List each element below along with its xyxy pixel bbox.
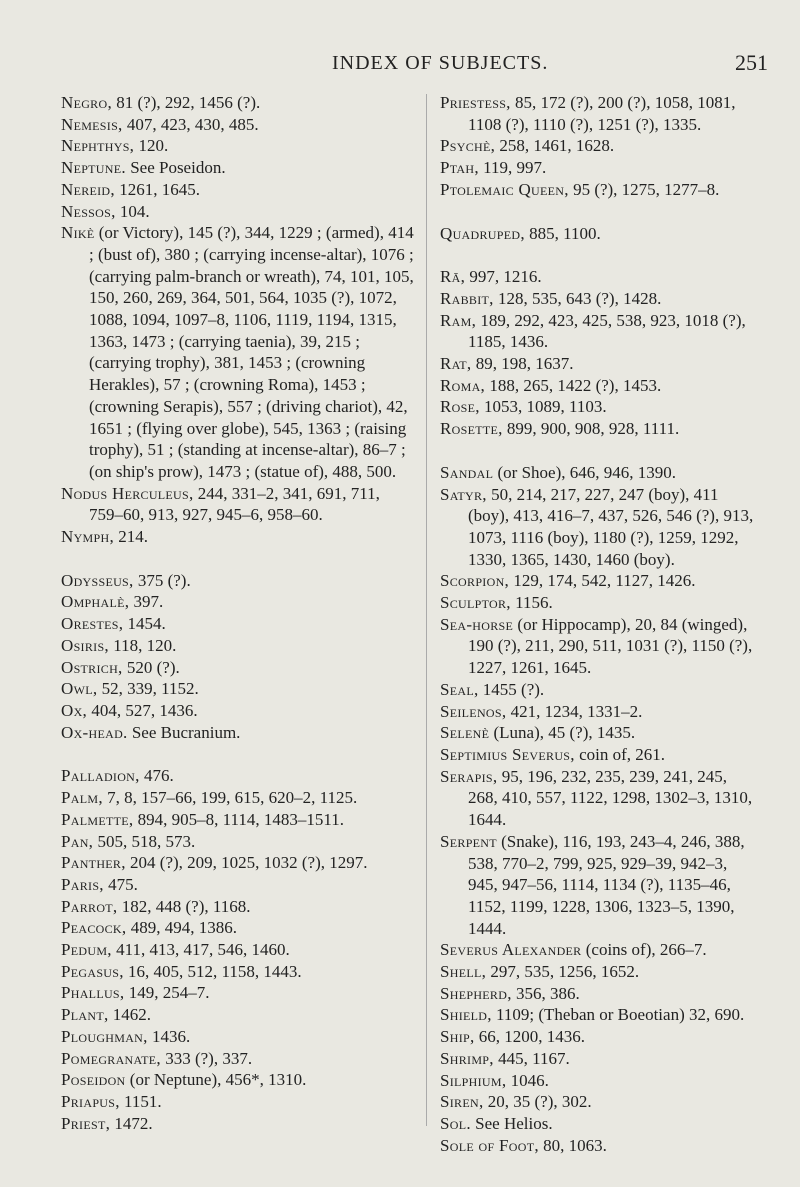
- entry-heading: Ploughman,: [61, 1026, 148, 1046]
- entry-references: (Snake), 116, 193, 243–4, 246, 388, 538, 770–2, 799, 925, 929–39, 942–3, 945, 947–56, 1114, 1134 (?), 1135–46, 1152, 1199, 1228, 1306, 1323–5, 1390, 1444.: [468, 831, 745, 938]
- index-entry: [440, 135, 760, 157]
- index-entry: [440, 266, 760, 288]
- entry-heading: Sea-horse: [440, 614, 514, 634]
- entry-references: 1156.: [510, 593, 553, 613]
- entry-heading: Pegasus,: [61, 961, 124, 981]
- entry-references: 1151.: [119, 1091, 162, 1111]
- index-entry: [440, 1026, 760, 1048]
- entry-references: 204 (?), 209, 1025, 1032 (?), 1297.: [125, 853, 368, 873]
- entry-heading: Orestes,: [61, 614, 124, 634]
- index-entry: [61, 917, 417, 939]
- entry-references: coin of, 261.: [574, 744, 666, 764]
- index-entry: [61, 201, 417, 223]
- entry-references: 1053, 1089, 1103.: [479, 397, 607, 417]
- entry-heading: Odysseus,: [61, 570, 134, 590]
- entry-heading: Nymph,: [61, 527, 115, 547]
- entry-references: 1472.: [110, 1113, 153, 1133]
- entry-heading: Pomegranate,: [61, 1048, 161, 1068]
- entry-heading: Rose,: [440, 397, 480, 417]
- entry-references: 95 (?), 1275, 1277–8.: [568, 179, 720, 199]
- entry-references: 50, 214, 217, 227, 247 (boy), 411 (boy), 413, 416–7, 437, 526, 546 (?), 913, 1073, 1116 (boy), 1180 (?), 1259, 1292, 1330, 1365, 1430, 1460 (boy).: [468, 484, 754, 569]
- entry-heading: Parrot,: [61, 896, 118, 916]
- entry-references: 421, 1234, 1331–2.: [506, 701, 643, 721]
- entry-references: 489, 494, 1386.: [126, 918, 237, 938]
- entry-references: 375 (?).: [133, 570, 191, 590]
- index-entry: [61, 1048, 417, 1070]
- index-entry: [61, 570, 417, 592]
- entry-heading: Neptune.: [61, 158, 126, 178]
- entry-heading: Serpent: [440, 831, 497, 851]
- entry-heading: Nikè: [61, 223, 95, 243]
- page-title: INDEX OF SUBJECTS.: [332, 52, 549, 74]
- entry-heading: Palladion,: [61, 766, 140, 786]
- entry-references: (or Neptune), 456*, 1310.: [125, 1070, 307, 1090]
- entry-references: 476.: [139, 766, 174, 786]
- entry-references: 149, 254–7.: [124, 983, 210, 1003]
- index-entry: [61, 809, 417, 831]
- entry-references: 20, 35 (?), 302.: [483, 1092, 592, 1112]
- index-entry: [440, 462, 760, 484]
- entry-references: 85, 172 (?), 200 (?), 1058, 1081, 1108 (?), 1110 (?), 1251 (?), 1335.: [468, 93, 736, 134]
- index-entry: [440, 288, 760, 310]
- entry-heading: Serapis,: [440, 766, 498, 786]
- entry-heading: Scorpion,: [440, 571, 510, 591]
- entry-references: 445, 1167.: [493, 1048, 570, 1068]
- entry-references: (coins of), 266–7.: [581, 940, 707, 960]
- index-entry: [61, 114, 417, 136]
- entry-heading: Palmette,: [61, 809, 134, 829]
- entry-heading: Nodus Herculeus,: [61, 483, 194, 503]
- index-entry: [61, 1004, 417, 1026]
- index-entry: [440, 353, 760, 375]
- entry-heading: Sole of Foot,: [440, 1135, 539, 1155]
- entry-references: 81 (?), 292, 1456 (?).: [112, 93, 261, 112]
- entry-heading: Pan,: [61, 831, 94, 851]
- entry-heading: Siren,: [440, 1092, 484, 1112]
- entry-heading: Selenè: [440, 723, 490, 743]
- index-entry: [440, 179, 760, 201]
- index-entry: [61, 657, 417, 679]
- index-entry: [61, 765, 417, 787]
- index-entry: [440, 1113, 760, 1135]
- entry-references: 520 (?).: [122, 657, 180, 677]
- entry-references: See Poseidon.: [125, 158, 226, 178]
- index-entry: [61, 874, 417, 896]
- index-entry: [61, 135, 417, 157]
- entry-heading: Seilenos,: [440, 701, 507, 721]
- entry-heading: Satyr,: [440, 484, 487, 504]
- entry-heading: Omphalè,: [61, 592, 130, 612]
- entry-heading: Priestess,: [440, 93, 511, 112]
- entry-references: 1436.: [147, 1026, 191, 1046]
- entry-heading: Ox,: [61, 700, 88, 720]
- entry-heading: Rā,: [440, 267, 466, 287]
- index-entry: [440, 1091, 760, 1113]
- entry-references: 189, 292, 423, 425, 538, 923, 1018 (?), 1185, 1436.: [468, 310, 746, 352]
- index-entry: [61, 157, 417, 179]
- index-entry: [61, 526, 417, 548]
- entry-references: 89, 198, 1637.: [471, 354, 574, 374]
- entry-heading: Palm,: [61, 788, 103, 808]
- entry-heading: Peacock,: [61, 918, 127, 938]
- index-entry: [440, 722, 760, 744]
- entry-references: 404, 527, 1436.: [87, 700, 198, 720]
- entry-references: (or Victory), 145 (?), 344, 1229 ; (armed), 414 ; (bust of), 380 ; (carrying incense-altar), 1076 ; (carrying palm-branch or wreath), 74, 101, 105, 150, 260, 269, 364, 501, 564, 1035 (?), 1072, 1088, 1094, 1097–8, 1106, 1119, 1194, 1315, 1363, 1473 ; (carrying taenia), 39, 215 ; (carrying trophy), 381, 1453 ; (crowning Herakles), 57 ; (crowning Roma), 1453 ; (crowning Serapis), 557 ; (driving chariot), 42, 1651 ; (flying over globe), 545, 1363 ; (raising trophy), 51 ; (standing at incense-altar), 86–7 ; (on ship's prow), 1473 ; (statue of), 488, 500.: [89, 223, 414, 481]
- entry-heading: Shield,: [440, 1005, 492, 1025]
- entry-heading: Nereid,: [61, 179, 115, 199]
- entry-heading: Owl,: [61, 679, 98, 699]
- page-number: 251: [735, 50, 768, 75]
- entry-references: See Bucranium.: [127, 722, 241, 742]
- entry-references: 1261, 1645.: [114, 179, 200, 199]
- entry-heading: Panther,: [61, 853, 126, 873]
- entry-heading: Shell,: [440, 962, 487, 982]
- entry-references: 894, 905–8, 1114, 1483–1511.: [133, 809, 345, 829]
- entry-references: 258, 1461, 1628.: [495, 136, 615, 156]
- entry-references: 214.: [114, 527, 149, 547]
- section-gap: [440, 244, 760, 266]
- entry-references: 505, 518, 573.: [93, 831, 196, 851]
- index-entry: [61, 787, 417, 809]
- index-entry: [440, 983, 760, 1005]
- entry-references: 80, 1063.: [538, 1135, 607, 1155]
- entry-heading: Negro,: [61, 93, 112, 112]
- entry-heading: Nemesis,: [61, 114, 123, 134]
- index-column-right: [440, 92, 760, 1156]
- entry-heading: Paris,: [61, 874, 104, 894]
- entry-heading: Severus Alexander: [440, 940, 582, 960]
- index-entry: [61, 92, 417, 114]
- index-entry: [61, 1026, 417, 1048]
- entry-heading: Sandal: [440, 462, 494, 482]
- entry-references: 129, 174, 542, 1127, 1426.: [509, 571, 696, 591]
- entry-heading: Poseidon: [61, 1070, 126, 1090]
- index-entry: [61, 961, 417, 983]
- index-entry: [440, 310, 760, 353]
- entry-heading: Psychè,: [440, 136, 496, 156]
- entry-references: 244, 331–2, 341, 691, 711, 759–60, 913, 927, 945–6, 958–60.: [89, 483, 380, 525]
- entry-references: 118, 120.: [108, 635, 177, 655]
- entry-heading: Ship,: [440, 1027, 475, 1047]
- entry-references: (or Shoe), 646, 946, 1390.: [493, 462, 676, 482]
- index-entry: [440, 766, 760, 831]
- entry-heading: Ox-head.: [61, 722, 128, 742]
- entry-references: 1454.: [123, 614, 166, 634]
- index-entry: [61, 896, 417, 918]
- index-entry: [440, 592, 760, 614]
- entry-references: 188, 265, 1422 (?), 1453.: [485, 375, 662, 395]
- entry-heading: Nephthys,: [61, 136, 135, 156]
- section-gap: [61, 548, 417, 570]
- index-entry: [61, 852, 417, 874]
- entry-references: 1109; (Theban or Boeotian) 32, 690.: [491, 1005, 745, 1025]
- entry-references: (or Hippocamp), 20, 84 (winged), 190 (?), 211, 290, 511, 1031 (?), 1150 (?), 1227, 1261, 1645.: [468, 614, 753, 678]
- entry-references: 95, 196, 232, 235, 239, 241, 245, 268, 410, 557, 1122, 1298, 1302–3, 1310, 1644.: [468, 766, 753, 830]
- entry-heading: Seal,: [440, 679, 479, 699]
- index-entry: [440, 223, 760, 245]
- entry-references: 1455 (?).: [478, 679, 545, 699]
- entry-heading: Priapus,: [61, 1091, 120, 1111]
- entry-references: 52, 339, 1152.: [97, 679, 199, 699]
- column-divider: [426, 94, 427, 1126]
- index-entry: [61, 722, 417, 744]
- index-entry: [61, 678, 417, 700]
- index-entry: [440, 701, 760, 723]
- entry-heading: Shepherd,: [440, 983, 512, 1003]
- index-entry: [440, 1048, 760, 1070]
- index-entry: [440, 1070, 760, 1092]
- entry-heading: Ram,: [440, 310, 477, 330]
- index-entry: [61, 700, 417, 722]
- entry-references: (Luna), 45 (?), 1435.: [489, 723, 636, 743]
- index-entry: [61, 591, 417, 613]
- section-gap: [440, 201, 760, 223]
- entry-references: 16, 405, 512, 1158, 1443.: [123, 961, 302, 981]
- entry-references: 104.: [115, 201, 150, 221]
- index-entry: [440, 939, 760, 961]
- page-header: [0, 50, 800, 80]
- entry-references: See Helios.: [470, 1113, 553, 1133]
- entry-references: 297, 535, 1256, 1652.: [486, 962, 640, 982]
- index-entry: [440, 831, 760, 940]
- index-entry: [61, 483, 417, 526]
- entry-references: 128, 535, 643 (?), 1428.: [493, 288, 662, 308]
- entry-references: 119, 997.: [478, 158, 547, 178]
- index-entry: [61, 982, 417, 1004]
- entry-heading: Pedum,: [61, 940, 112, 960]
- index-entry: [440, 396, 760, 418]
- entry-references: 182, 448 (?), 1168.: [117, 896, 251, 916]
- index-entry: [440, 679, 760, 701]
- entry-references: 1462.: [108, 1005, 151, 1025]
- entry-references: 411, 413, 417, 546, 1460.: [111, 940, 290, 960]
- index-entry: [440, 1004, 760, 1026]
- section-gap: [440, 440, 760, 462]
- index-entry: [61, 1113, 417, 1135]
- entry-heading: Phallus,: [61, 983, 125, 1003]
- index-entry: [61, 222, 417, 482]
- entry-references: 397.: [129, 592, 164, 612]
- entry-heading: Sculptor,: [440, 593, 511, 613]
- index-entry: [61, 179, 417, 201]
- entry-references: 997, 1216.: [465, 267, 542, 287]
- entry-heading: Ptah,: [440, 158, 479, 178]
- entry-references: 333 (?), 337.: [160, 1048, 253, 1068]
- index-entry: [440, 92, 760, 135]
- entry-heading: Shrimp,: [440, 1048, 494, 1068]
- index-entry: [61, 831, 417, 853]
- entry-heading: Plant,: [61, 1005, 109, 1025]
- index-column-left: [61, 92, 417, 1134]
- entry-heading: Ostrich,: [61, 657, 123, 677]
- index-entry: [440, 484, 760, 571]
- entry-heading: Roma,: [440, 375, 486, 395]
- entry-heading: Rosette,: [440, 419, 503, 439]
- index-entry: [440, 614, 760, 679]
- index-entry: [61, 1069, 417, 1091]
- section-gap: [61, 743, 417, 765]
- entry-heading: Ptolemaic Queen,: [440, 179, 569, 199]
- entry-heading: Quadruped,: [440, 223, 525, 243]
- entry-references: 475.: [103, 874, 138, 894]
- entry-heading: Silphium,: [440, 1070, 507, 1090]
- entry-heading: Nessos,: [61, 201, 116, 221]
- index-entry: [440, 418, 760, 440]
- entry-references: 407, 423, 430, 485.: [122, 114, 259, 134]
- entry-heading: Rat,: [440, 354, 472, 374]
- entry-heading: Osiris,: [61, 635, 109, 655]
- index-entry: [440, 961, 760, 983]
- index-entry: [440, 744, 760, 766]
- entry-references: 899, 900, 908, 928, 1111.: [502, 419, 680, 439]
- entry-references: 885, 1100.: [524, 223, 601, 243]
- entry-references: 7, 8, 157–66, 199, 615, 620–2, 1125.: [102, 788, 358, 808]
- index-entry: [440, 375, 760, 397]
- index-entry: [440, 1135, 760, 1157]
- index-entry: [61, 635, 417, 657]
- index-entry: [61, 1091, 417, 1113]
- entry-heading: Rabbit,: [440, 288, 494, 308]
- index-entry: [61, 939, 417, 961]
- index-entry: [61, 613, 417, 635]
- entry-references: 120.: [134, 136, 169, 156]
- entry-heading: Priest,: [61, 1113, 111, 1133]
- entry-heading: Sol.: [440, 1113, 471, 1133]
- entry-heading: Septimius Severus,: [440, 744, 575, 764]
- entry-references: 1046.: [506, 1070, 549, 1090]
- index-entry: [440, 157, 760, 179]
- entry-references: 66, 1200, 1436.: [474, 1027, 586, 1047]
- entry-references: 356, 386.: [511, 983, 580, 1003]
- index-entry: [440, 570, 760, 592]
